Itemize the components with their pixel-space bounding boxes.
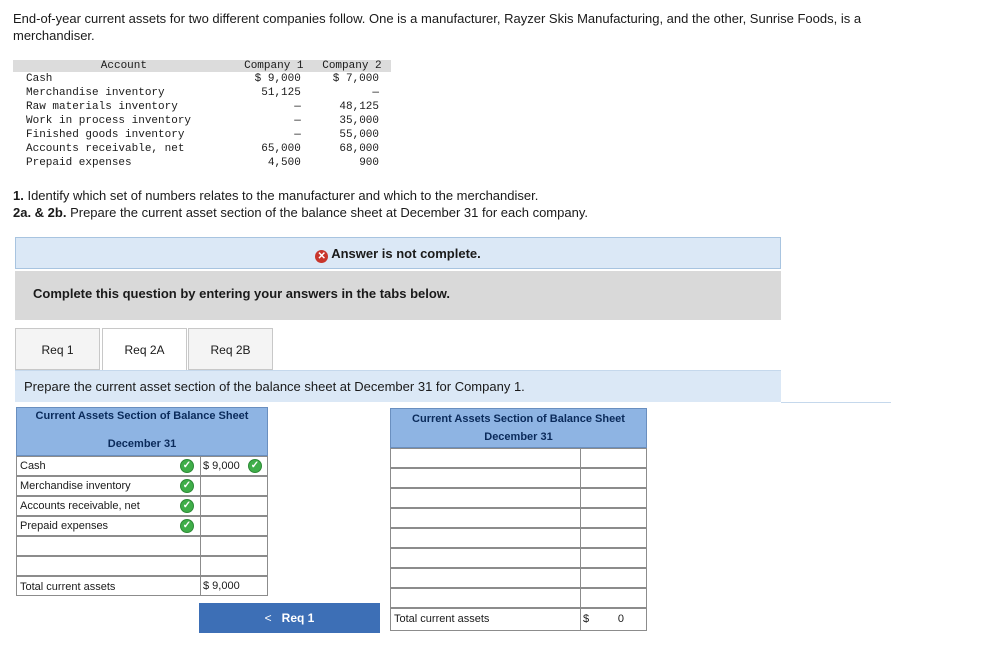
tab-req-1[interactable]: Req 1 [15, 328, 100, 370]
right-table-subtitle: December 31 [390, 428, 647, 448]
right-row-label[interactable] [390, 588, 581, 608]
prev-req-1-button[interactable] [199, 603, 380, 633]
total-current-assets-value: $ 9,000 [200, 576, 268, 596]
left-table-title: Current Assets Section of Balance Sheet [16, 407, 268, 436]
column-header-account: Account [13, 60, 235, 72]
right-row-value[interactable] [580, 508, 647, 528]
table-row [13, 72, 391, 86]
tab-req-2b[interactable]: Req 2B [188, 328, 273, 370]
row-label-empty-2[interactable] [16, 556, 201, 576]
right-row-value[interactable] [580, 588, 647, 608]
company-1-value: 4,500 [267, 157, 301, 169]
instruction-text: Complete this question by entering your answers in the tabs below. [33, 286, 451, 301]
right-table-title: Current Assets Section of Balance Sheet [390, 408, 647, 429]
right-row-label[interactable] [390, 448, 581, 468]
company-1-value: 65,000 [261, 143, 301, 155]
check-icon: ✓ [180, 459, 194, 473]
right-total-current-assets-value[interactable] [580, 608, 647, 631]
company-2-value: 48,125 [339, 101, 379, 113]
row-value-accounts-receivable[interactable] [200, 496, 268, 516]
check-icon: ✓ [180, 479, 194, 493]
company-1-value: $ 9,000 [254, 73, 301, 85]
account-name: Accounts receivable, net [26, 143, 185, 155]
company-1-value: 51,125 [261, 87, 301, 99]
account-name: Merchandise inventory [26, 87, 165, 99]
total-current-assets-label: Total current assets [16, 576, 201, 596]
company-2-value: 900 [359, 157, 379, 169]
company-2-value: 35,000 [339, 115, 379, 127]
right-row-label[interactable] [390, 488, 581, 508]
table-row [13, 142, 391, 156]
x-circle-icon: ✕ [315, 250, 328, 263]
company-2-value: 68,000 [339, 143, 379, 155]
account-name: Work in process inventory [26, 115, 192, 127]
row-value-empty-2[interactable] [200, 556, 268, 576]
left-table-subtitle: December 31 [16, 435, 268, 456]
right-row-value[interactable] [580, 488, 647, 508]
company-1-value: — [294, 129, 301, 141]
row-value-merchandise-inventory[interactable] [200, 476, 268, 496]
company-1-value: — [294, 101, 301, 113]
prompt-bar [15, 370, 781, 402]
question-list [13, 187, 588, 221]
right-row-label[interactable] [390, 508, 581, 528]
total-value: 0 [617, 613, 624, 625]
row-value-empty-1[interactable] [200, 536, 268, 556]
table-row [13, 156, 391, 170]
company-2-value: — [372, 87, 379, 99]
row-label-prepaid-expenses[interactable]: Prepaid expenses [16, 516, 201, 536]
currency-symbol: $ [583, 613, 590, 625]
row-label-merchandise-inventory[interactable]: Merchandise inventory [16, 476, 201, 496]
row-label-accounts-receivable[interactable]: Accounts receivable, net [16, 496, 201, 516]
intro-text: End-of-year current assets for two different companies follow. One is a manufacturer, Rayzer Skis Manufacturing, and the other, Sunrise Foods, is a merchandiser. [13, 11, 862, 43]
account-name: Finished goods inventory [26, 129, 185, 141]
table-row [13, 100, 391, 114]
right-row-value[interactable] [580, 548, 647, 568]
row-value-cash[interactable]: $ 9,000 [200, 456, 268, 476]
row-value-prepaid-expenses[interactable] [200, 516, 268, 536]
instruction-panel [15, 271, 781, 320]
answer-status-text: Answer is not complete. [331, 246, 481, 261]
right-row-value[interactable] [580, 468, 647, 488]
tab-req-2a[interactable]: Req 2A [102, 328, 187, 371]
account-name: Raw materials inventory [26, 101, 178, 113]
chevron-left-icon: < [264, 611, 272, 625]
check-icon: ✓ [180, 499, 194, 513]
account-name: Cash [26, 73, 53, 85]
right-row-value[interactable] [580, 448, 647, 468]
table-row [13, 128, 391, 142]
account-data-table [13, 60, 391, 170]
right-row-label[interactable] [390, 528, 581, 548]
question-2: 2a. & 2b. Prepare the current asset section of the balance sheet at December 31 for each company. [13, 205, 588, 220]
right-row-value[interactable] [580, 568, 647, 588]
check-icon: ✓ [180, 519, 194, 533]
right-row-label[interactable] [390, 548, 581, 568]
table-row [13, 114, 391, 128]
row-label-empty-1[interactable] [16, 536, 201, 556]
check-icon: ✓ [248, 459, 262, 473]
right-row-label[interactable] [390, 468, 581, 488]
company-1-value: — [294, 115, 301, 127]
right-total-current-assets-label: Total current assets [390, 608, 581, 631]
column-header-company-1: Company 1 [235, 60, 313, 72]
table-row [13, 86, 391, 100]
answer-status-banner [15, 237, 781, 269]
company-2-value: $ 7,000 [332, 73, 379, 85]
prev-button-label: Req 1 [281, 611, 315, 625]
row-label-cash[interactable]: Cash [16, 456, 201, 476]
divider [781, 402, 891, 403]
company-2-value: 55,000 [339, 129, 379, 141]
right-row-value[interactable] [580, 528, 647, 548]
right-row-label[interactable] [390, 568, 581, 588]
account-name: Prepaid expenses [26, 157, 132, 169]
question-1: 1. Identify which set of numbers relates to the manufacturer and which to the merchandiser. [13, 188, 539, 203]
prompt-text: Prepare the current asset section of the balance sheet at December 31 for Company 1. [24, 379, 525, 394]
column-header-company-2: Company 2 [313, 60, 391, 72]
